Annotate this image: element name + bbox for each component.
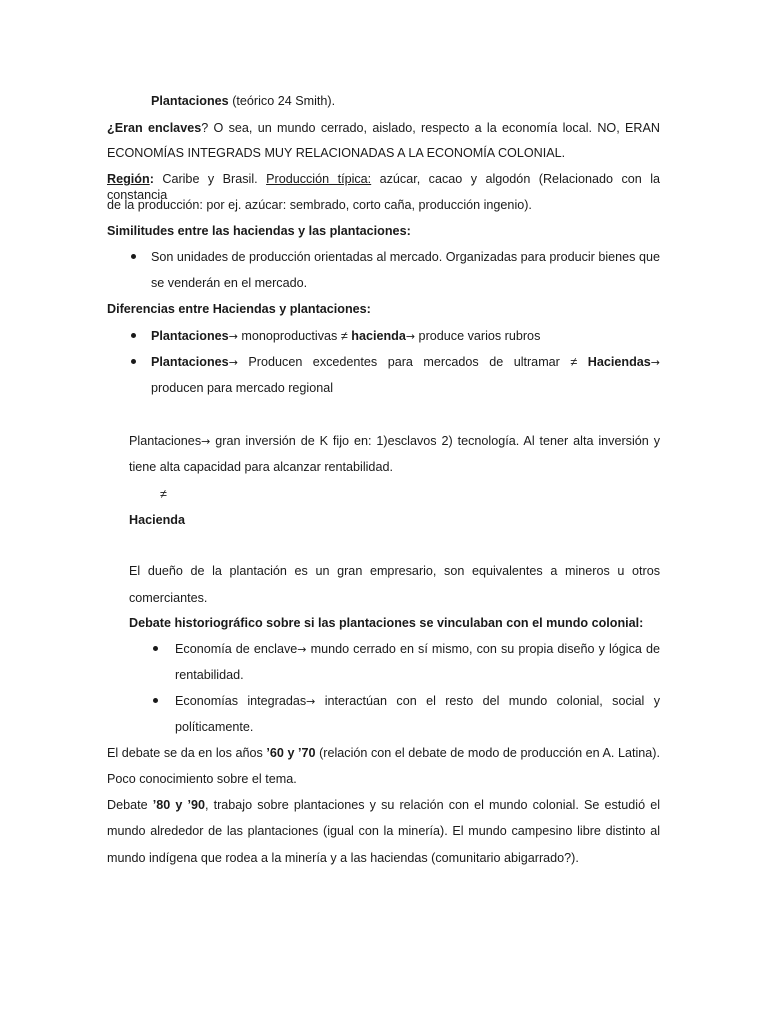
- paragraph-enclaves-line1: ¿Eran enclaves? O sea, un mundo cerrado, aislado, respecto a la economía local. NO, ERAN: [107, 121, 660, 135]
- inversion-line1: Plantaciones→ gran inversión de K fijo en: 1)esclavos 2) tecnología. Al tener alta inversión y: [129, 434, 660, 448]
- debate-heading: Debate historiográfico sobre si las plantaciones se vinculaban con el mundo colonial:: [129, 616, 644, 630]
- duenio-line1: El dueño de la plantación es un gran empresario, son equivalentes a mineros u otros: [129, 564, 660, 578]
- hacienda-label: Hacienda: [129, 513, 185, 527]
- arrow-right-icon: →: [650, 356, 660, 369]
- debate-item1-line2: rentabilidad.: [175, 668, 244, 682]
- diferencias-item2-line2: producen para mercado regional: [151, 381, 334, 395]
- diferencias-item2-line1: Plantaciones→ Producen excedentes para mercados de ultramar ≠ Haciendas→: [151, 355, 660, 369]
- inversion-line2: tiene alta capacidad para alcanzar rentabilidad.: [129, 460, 393, 474]
- final-line1: El debate se da en los años ’60 y ’70 (relación con el debate de modo de producción en A. Latina).: [107, 746, 661, 760]
- diferencias-item1: Plantaciones→ monoproductivas ≠ hacienda→ produce varios rubros: [151, 329, 541, 343]
- arrow-right-icon: →: [405, 330, 416, 343]
- not-equal-symbol: ≠: [160, 487, 167, 501]
- debate-item1-line1: Economía de enclave→ mundo cerrado en sí mismo, con su propia diseño y lógica de: [175, 642, 660, 656]
- duenio-line2: comerciantes.: [129, 591, 208, 605]
- final-line5: mundo indígena que rodea a la minería y a las haciendas (comunitario abigarrado?).: [107, 851, 579, 865]
- paragraph-enclaves-line2: ECONOMÍAS INTEGRADS MUY RELACIONADAS A LA ECONOMÍA COLONIAL.: [107, 146, 566, 160]
- debate-item2-line2: políticamente.: [175, 720, 254, 734]
- arrow-right-icon: →: [306, 695, 316, 708]
- final-line3: Debate ’80 y ’90, trabajo sobre plantaciones y su relación con el mundo colonial. Se estudió el: [107, 798, 660, 812]
- arrow-right-icon: →: [201, 435, 211, 448]
- arrow-right-icon: →: [228, 356, 238, 369]
- paragraph-region-line2: de la producción: por ej. azúcar: sembrado, corto caña, producción ingenio).: [107, 198, 532, 212]
- diferencias-heading: Diferencias entre Haciendas y plantaciones:: [107, 302, 371, 316]
- bullet-icon: [131, 254, 136, 259]
- doc-title: Plantaciones (teórico 24 Smith).: [151, 94, 336, 108]
- similitudes-item1-line2: se venderán en el mercado.: [151, 276, 308, 290]
- similitudes-heading: Similitudes entre las haciendas y las plantaciones:: [107, 224, 411, 238]
- arrow-right-icon: →: [297, 643, 307, 656]
- bullet-icon: [153, 646, 158, 651]
- arrow-right-icon: →: [228, 330, 238, 343]
- bullet-icon: [131, 359, 136, 364]
- final-line2: Poco conocimiento sobre el tema.: [107, 772, 297, 786]
- debate-item2-line1: Economías integradas→ interactúan con el resto del mundo colonial, social y: [175, 694, 661, 708]
- bullet-icon: [153, 698, 158, 703]
- paragraph-region-line1: Región: Caribe y Brasil. Producción típica: azúcar, cacao y algodón (Relacionado con la constancia: [107, 172, 660, 202]
- bullet-icon: [131, 333, 136, 338]
- similitudes-item1-line1: Son unidades de producción orientadas al mercado. Organizadas para producir bienes que: [151, 250, 660, 264]
- final-line4: mundo alrededor de las plantaciones (igual con la minería). El mundo campesino libre distinto al: [107, 824, 660, 838]
